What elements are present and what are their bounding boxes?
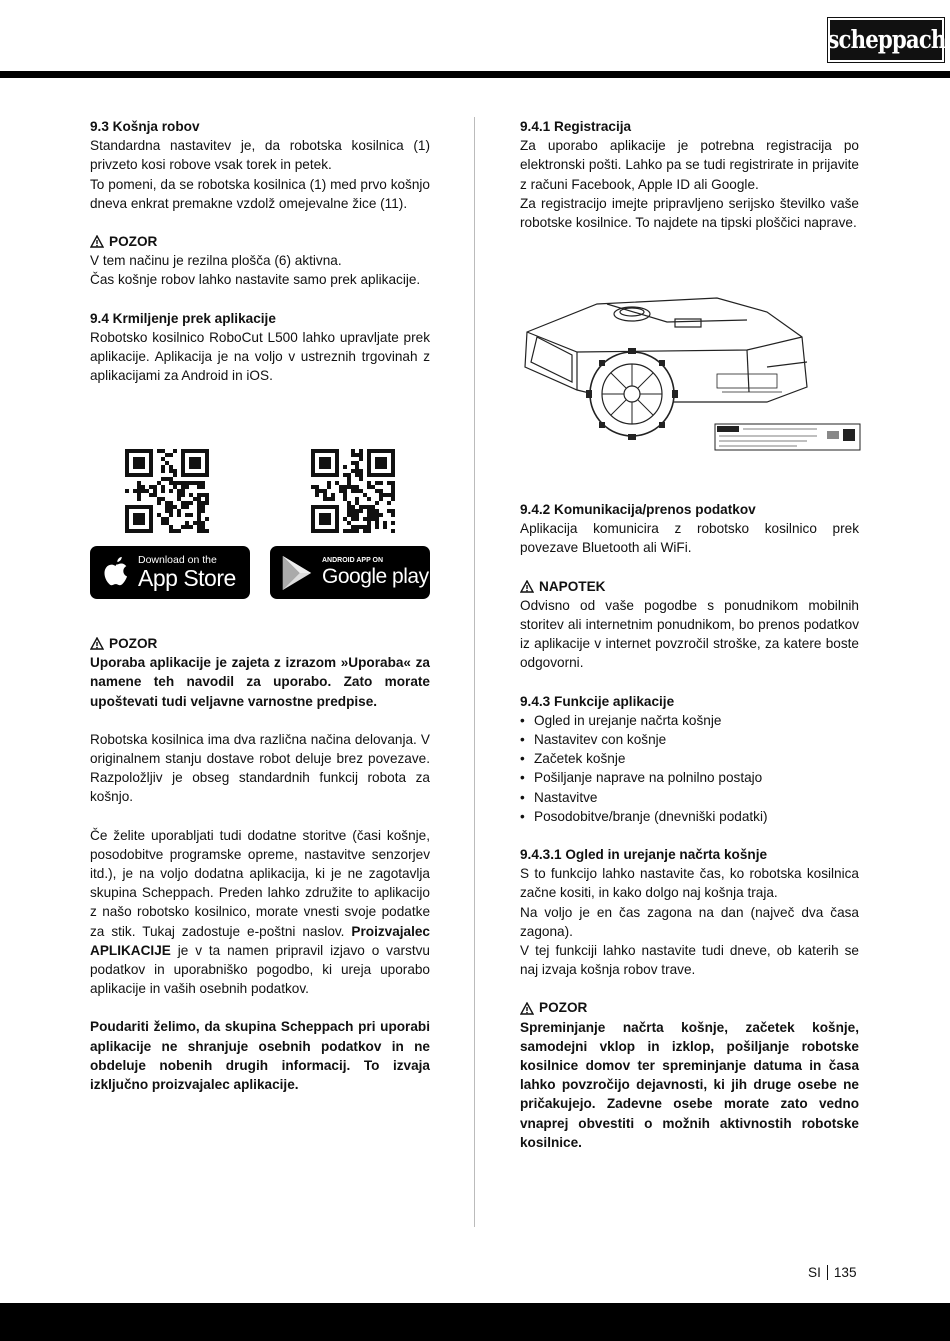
qr-code-android[interactable] (311, 449, 395, 533)
language-code: SI (808, 1265, 821, 1280)
section-9-3-paragraph-2: To pomeni, da se robotska kosilnica (1) med prvo košnjo dneva enkrat premakne vzdolž omejevalne žice (11). (90, 176, 430, 211)
note-body: Odvisno od vaše pogodbe s ponudnikom mobilnih storitev ali internetnim ponudnikom, bo prenos podatkov iz aplikacije v internet povzročil stroške, za katere boste odgovorni. (520, 597, 859, 671)
right-column (520, 117, 859, 232)
features-list (520, 711, 859, 826)
warning-triangle-icon (520, 580, 534, 593)
robot-mower-illustration (517, 292, 862, 454)
privacy-paragraph: Poudariti želimo, da skupina Scheppach pri uporabi aplikacije ne shranjuje osebnih podatkov in ne obdeluje nobenih drugih informacij. To izvaja izključno proizvajalec aplikacije. (90, 1019, 430, 1093)
list-item: • Nastavitev con košnje (520, 730, 859, 749)
section-9-4-3-heading: 9.4.3 Funkcije aplikacije (520, 693, 675, 709)
brand-logo: scheppach (830, 20, 942, 60)
list-item: • Pošiljanje naprave na polnilno postajo (520, 768, 859, 787)
warning-heading-2: POZOR (90, 634, 430, 653)
warning-text-1: V tem načinu je rezilna plošča (6) aktivna. (90, 253, 342, 269)
app-store-sub: Download on the (138, 554, 217, 566)
header-rule (0, 71, 950, 78)
warning-triangle-icon (90, 637, 104, 650)
page-number: 135 (833, 1265, 857, 1280)
google-play-sub: ANDROID APP ON (322, 557, 384, 564)
mower-wheel (586, 348, 678, 440)
list-item: • Posodobitve/branje (dnevniški podatki) (520, 807, 859, 826)
section-9-4-3-1-paragraph-2: Na voljo je en čas zagona na dan (največ dva časa zagona). (520, 904, 859, 939)
warning-triangle-icon (90, 235, 104, 248)
section-9-4-1-paragraph-2: Za registracijo imejte pripravljeno serijsko številko vaše robotske kosilnice. To najdete na tipski ploščici naprave. (520, 195, 859, 231)
qr-codes (125, 449, 395, 533)
warning-heading-3: POZOR (520, 998, 859, 1017)
warning-heading: POZOR (90, 232, 430, 251)
list-item: • Nastavitve (520, 788, 859, 807)
list-item: • Ogled in urejanje načrta košnje (520, 711, 859, 730)
note-heading: NAPOTEK (520, 577, 859, 596)
google-play-badge[interactable] (270, 546, 430, 599)
extra-services-paragraph: Če želite uporabljati tudi dodatne storitve (časi košnje, posodobitve programske opreme, nastavitve senzorjev itd.), je na voljo dodatna aplikacija, ki je ne zagotavlja skupina Scheppach. Preden lahko združite to aplikacijo z našo robotsko kosilnico, morate vnesti svoje podatke za stik. Tukaj zadostuje e-poštni naslov. Proizvajalec APLIKACIJE je v ta namen pripravil izjavo o varstvu podatkov in uporabniško pogodbo, ki ureja uporabo aplikacije in vaših osebnih podatkov. (90, 827, 430, 997)
section-9-3-paragraph-1: Standardna nastavitev je, da robotska kosilnica (1) privzeto kosi robove vsak torek in petek. (90, 138, 430, 173)
warning-text-2: Čas košnje robov lahko nastavite samo prek aplikacije. (90, 272, 421, 288)
column-divider (474, 117, 475, 1227)
app-store-badge[interactable] (90, 546, 250, 599)
section-9-4-2-paragraph: Aplikacija komunicira z robotsko kosilnico prek povezave Bluetooth ali WiFi. (520, 521, 859, 556)
section-9-4-3-1-heading: 9.4.3.1 Ogled in urejanje načrta košnje (520, 847, 768, 863)
modes-paragraph: Robotska kosilnica ima dva različna načina delovanja. V originalnem stanju dostave robot deluje brez povezave. Razpoložljiv je obseg standardnih funkcij robota za košnjo. (90, 731, 430, 805)
warning-body-3: Spreminjanje načrta košnje, začetek košnje, samodejni vklop in izklop, pošiljanje robotske kosilnice domov ter spreminjanje datuma in časa lahko povzročijo dejavnosti, ki jih druge osebe ne pričakujejo. Zadevne osebe morate zato vedno vnaprej obvestiti o možnih aktivnostih robotske kosilnice. (520, 1019, 859, 1150)
section-9-4-heading: 9.4 Krmiljenje prek aplikacije (90, 310, 276, 326)
footer-bar (0, 1303, 950, 1341)
section-9-4-2-heading: 9.4.2 Komunikacija/prenos podatkov (520, 502, 756, 517)
left-column-lower (90, 634, 430, 1094)
section-9-4-3-1-paragraph-3: V tej funkciji lahko nastavite tudi dneve, ob katerih se naj izvaja košnja robov trave. (520, 943, 859, 978)
qr-code-ios[interactable] (125, 449, 209, 533)
section-9-4-3-1-paragraph-1: S to funkcijo lahko nastavite čas, ko robotska kosilnica začne kositi, in kako dolgo naj košnja traja. (520, 866, 859, 901)
section-9-4-1-heading: 9.4.1 Registracija (520, 119, 632, 134)
section-9-3-heading: 9.3 Košnja robov (90, 119, 200, 134)
google-play-main: Google play (322, 565, 429, 588)
app-store-main: App Store (138, 565, 236, 591)
footer-separator (827, 1265, 828, 1280)
warning-triangle-icon (520, 1002, 534, 1015)
page-footer (808, 1263, 857, 1282)
type-plate (715, 424, 860, 450)
right-column-lower (520, 500, 859, 1152)
section-9-4-1-paragraph-1: Za uporabo aplikacije je potrebna registracija po elektronski pošti. Lahko pa se tudi registrirate in prijavite z računi Facebook, Apple ID ali Google. (520, 138, 859, 192)
left-column (90, 117, 430, 385)
section-9-4-paragraph: Robotsko kosilnico RoboCut L500 lahko upravljate prek aplikacije. Aplikacija je na voljo v ustreznih trgovinah z aplikacijami za Android in iOS. (90, 329, 430, 384)
warning-body-2: Uporaba aplikacije je zajeta z izrazom »Uporaba« za namene teh navodil za uporabo. Zato morate upoštevati tudi veljavne varnostne predpise. (90, 655, 430, 709)
apple-icon (100, 555, 132, 591)
play-triangle-icon (280, 554, 314, 592)
list-item: • Začetek košnje (520, 749, 859, 768)
